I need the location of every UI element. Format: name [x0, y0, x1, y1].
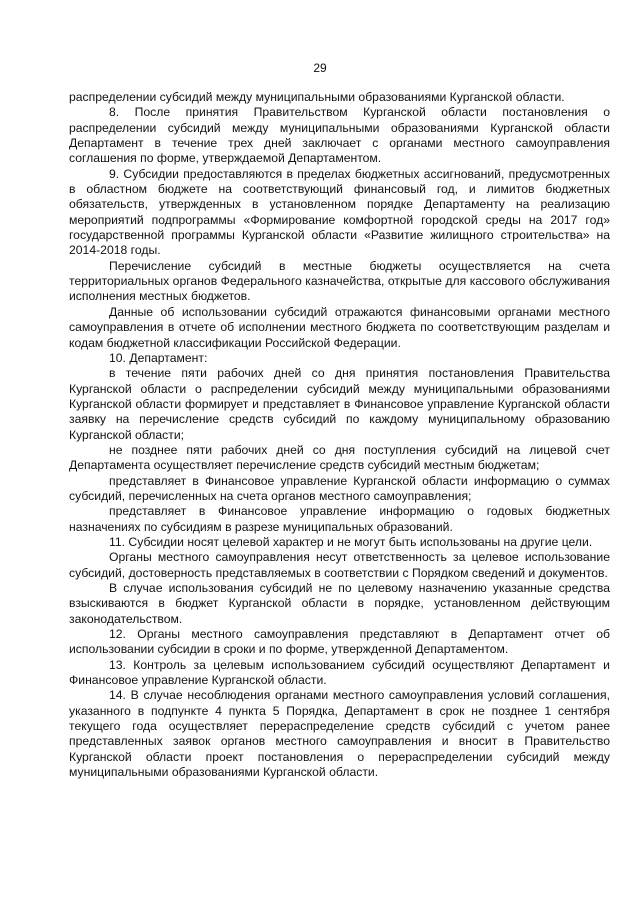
paragraph: Данные об использовании субсидий отражаются финансовыми органами местного самоуправления в отчете об исполнении местного бюджета по соответствующим разделам и кодам бюджетной классификации Российской Федерации. — [69, 304, 610, 350]
paragraph: 11. Субсидии носят целевой характер и не могут быть использованы на другие цели. — [109, 534, 593, 549]
paragraph: Органы местного самоуправления несут ответственность за целевое использование субсидий, достоверность представляемых в соответствии с Порядком сведений и документов. — [69, 550, 610, 580]
page-number: 29 — [313, 61, 327, 75]
paragraph: 13. Контроль за целевым использованием субсидий осуществляют Департамент и Финансовое управление Курганской области. — [69, 657, 610, 688]
paragraph: 8. После принятия Правительством Курганской области постановления о распределении субсидий между муниципальными образованиями Курганской области Департамент в течение трех дней заключает с органами местного самоуправления соглашения по форме, утверждаемой Департаментом. — [69, 105, 610, 166]
paragraph: распределении субсидий между муниципальными образованиями Курганской области. — [69, 90, 565, 104]
paragraph: В случае использования субсидий не по целевому назначению указанные средства взыскиваются в бюджет Курганской области в порядке, установленном действующим законодательством. — [69, 581, 610, 626]
paragraph: 14. В случае несоблюдения органами местного самоуправления условий соглашения, указанного в подпункте 4 пункта 5 Порядка, Департамент в срок не позднее 1 сентября текущего года осуществляет перераспределение средств субсидий с учетом ранее представленных заявок органов местного самоуправления и вносит в Правительство Курганской области проект постановления о перераспределении субсидий между муниципальными образованиями Курганской области. — [69, 688, 610, 780]
paragraph: 9. Субсидии предоставляются в пределах бюджетных ассигнований, предусмотренных в областном бюджете на соответствующий финансовый год, и лимитов бюджетных обязательств, утвержденных в установленном порядке Департаменту на реализацию мероприятий подпрограммы «Формирование комфортной городской среды на 2017 год» государственной программы Курганской области «Развитие жилищного строительства» на 2014-2018 годы. — [69, 166, 610, 258]
paragraph: Перечисление субсидий в местные бюджеты осуществляется на счета территориальных органов Федерального казначейства, открытые для кассового обслуживания исполнения местных бюджетов. — [69, 258, 610, 304]
document-body — [69, 90, 610, 780]
paragraph: представляет в Финансовое управление Курганской области информацию о суммах субсидий, перечисленных на счета органов местного самоуправления; — [69, 473, 610, 503]
paragraph: в течение пяти рабочих дней со дня принятия постановления Правительства Курганской области о распределении субсидий между муниципальными образованиями Курганской области формирует и представляет в Финансовое управление Курганской области заявку на перечисление средств субсидий по каждому муниципальному образованию Курганской области; — [69, 366, 610, 442]
paragraph: 10. Департамент: — [109, 350, 208, 365]
paragraph: представляет в Финансовое управление информацию о годовых бюджетных назначениях по субсидиям в разрезе муниципальных образований. — [69, 504, 610, 534]
paragraph: не позднее пяти рабочих дней со дня поступления субсидий на лицевой счет Департамента осуществляет перечисление средств субсидий местным бюджетам; — [69, 442, 610, 473]
paragraph: 12. Органы местного самоуправления представляют в Департамент отчет об использовании субсидии в сроки и по форме, утвержденной Департаментом. — [69, 627, 610, 657]
